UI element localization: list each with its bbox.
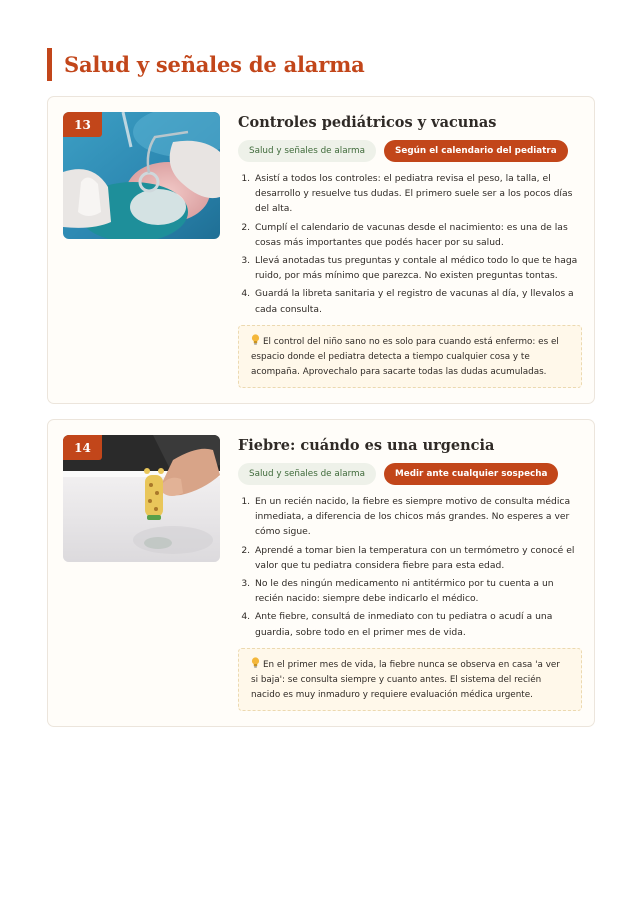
urgency-tag: Medir ante cualquier sospecha: [384, 463, 558, 485]
lightbulb-icon: [251, 334, 260, 345]
tip-text: En el primer mes de vida, la fiebre nunca se observa en casa 'a ver si baja': se consulta siempre y cuanto antes. El sistema del recién nacido es muy inmaduro y requiere evaluación médica urgente.: [251, 659, 560, 701]
step-item: 2. Cumplí el calendario de vacunas desde el nacimiento: es una de las cosas más importantes que podés hacer por su salud.: [253, 220, 582, 250]
step-item: 4. Ante fiebre, consultá de inmediato con tu pediatra o acudí a una guardia, sobre todo en el primer mes de vida.: [253, 609, 582, 639]
card-number-badge: 13: [63, 112, 102, 137]
step-item: 3. No le des ningún medicamento ni antitérmico por tu cuenta a un recién nacido: siempre debe indicarlo el médico.: [253, 576, 582, 606]
section-title: Salud y señales de alarma: [64, 52, 365, 77]
bath-thermometer-photo: [63, 435, 220, 562]
steps-list: [238, 494, 582, 640]
tip-box: [238, 648, 582, 712]
step-item: 3. Llevá anotadas tus preguntas y contale al médico todo lo que te haga ruido, por más mínimo que parezca. No existen preguntas tontas.: [253, 253, 582, 283]
step-item: 1. Asistí a todos los controles: el pediatra revisa el peso, la talla, el desarrollo y resuelve tus dudas. El primero suele ser a los pocos días del alta.: [253, 171, 582, 217]
lightbulb-icon: [251, 657, 260, 668]
card-title: Controles pediátricos y vacunas: [238, 114, 497, 131]
steps-list: [238, 171, 582, 317]
urgency-tag: Según el calendario del pediatra: [384, 140, 568, 162]
tip-text: El control del niño sano no es solo para cuando está enfermo: es el espacio donde el pediatra detecta a tiempo cualquier cosa y te acompaña. Aprovechalo para sacarte todas las dudas acumuladas.: [251, 336, 559, 378]
pediatric-checkup-photo: [63, 112, 220, 239]
tip-box: [238, 325, 582, 389]
category-tag: Salud y señales de alarma: [238, 463, 376, 485]
step-item: 1. En un recién nacido, la fiebre es siempre motivo de consulta médica inmediata, a diferencia de los chicos más grandes. No esperes a ver cómo sigue.: [253, 494, 582, 540]
tag-row: [238, 463, 582, 485]
step-item: 2. Aprendé a tomar bien la temperatura con un termómetro y conocé el valor que tu pediatra considera fiebre para esta edad.: [253, 543, 582, 573]
card-number-badge: 14: [63, 435, 102, 460]
section-header: [47, 48, 365, 81]
step-item: 4. Guardá la libreta sanitaria y el registro de vacunas al día, y llevalos a cada consulta.: [253, 286, 582, 316]
card-title: Fiebre: cuándo es una urgencia: [238, 437, 495, 454]
category-tag: Salud y señales de alarma: [238, 140, 376, 162]
tip-card: [47, 419, 595, 727]
tip-card: [47, 96, 595, 404]
tag-row: [238, 140, 582, 162]
